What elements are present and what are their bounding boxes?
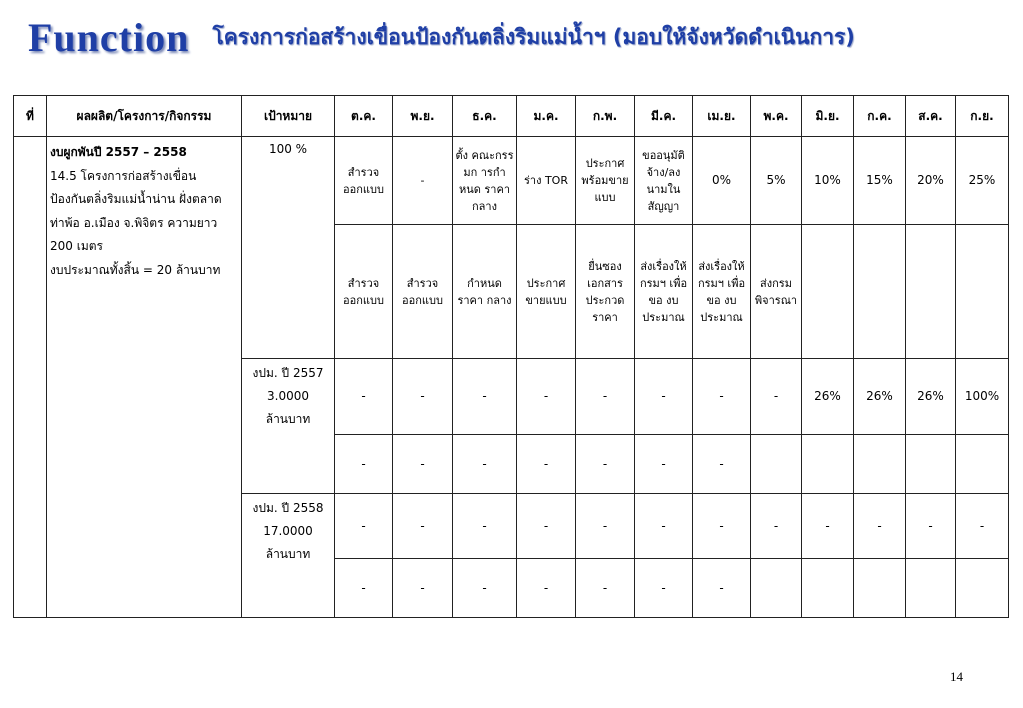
plan-cell: -	[854, 494, 906, 559]
plan-cell: -	[393, 137, 453, 225]
plan-cell: -	[576, 494, 635, 559]
budget-2558-amount: 17.0000	[263, 524, 313, 538]
actual-cell	[854, 559, 906, 618]
page-number: 14	[950, 669, 963, 684]
plan-cell: -	[453, 359, 517, 435]
plan-cell: 20%	[906, 137, 956, 225]
plan-cell: ร่าง TOR	[517, 137, 576, 225]
plan-cell: สำรวจ ออกแบบ	[335, 137, 393, 225]
header-cell: ก.ค.	[854, 96, 906, 137]
actual-cell: -	[335, 435, 393, 494]
actual-cell: สำรวจ ออกแบบ	[335, 225, 393, 359]
actual-cell	[956, 225, 1009, 359]
header-cell: ต.ค.	[335, 96, 393, 137]
budget-2558-label: งปม. ปี 2558	[252, 501, 324, 515]
plan-cell: -	[635, 359, 693, 435]
header-cell: มิ.ย.	[802, 96, 854, 137]
plan-row	[14, 137, 1009, 225]
row-number-cell	[14, 137, 47, 618]
actual-cell	[906, 435, 956, 494]
description-line: ท่าพ้อ อ.เมือง จ.พิจิตร ความยาว	[50, 215, 218, 230]
plan-cell: -	[693, 494, 751, 559]
actual-cell: -	[453, 435, 517, 494]
actual-cell	[906, 225, 956, 359]
plan-cell: -	[335, 359, 393, 435]
project-description	[47, 137, 242, 618]
actual-cell: -	[693, 435, 751, 494]
header-cell: ส.ค.	[906, 96, 956, 137]
slide-title	[28, 14, 855, 61]
actual-cell: -	[393, 435, 453, 494]
budget-2558-cell	[242, 494, 335, 618]
description-line: ป้องกันตลิ่งริมแม่น้ำน่าน ฝั่งตลาด	[50, 192, 222, 206]
actual-cell: ส่งกรม พิจารณา	[751, 225, 802, 359]
actual-cell	[854, 225, 906, 359]
plan-cell: 26%	[906, 359, 956, 435]
plan-cell: -	[751, 359, 802, 435]
plan-cell: ประกาศ พร้อมขาย แบบ	[576, 137, 635, 225]
header-cell: ก.พ.	[576, 96, 635, 137]
actual-cell: -	[576, 559, 635, 618]
plan-cell: -	[751, 494, 802, 559]
header-cell: เป้าหมาย	[242, 96, 335, 137]
plan-cell: -	[802, 494, 854, 559]
plan-cell: 26%	[802, 359, 854, 435]
plan-cell: 100%	[956, 359, 1009, 435]
plan-cell: 10%	[802, 137, 854, 225]
actual-cell: -	[635, 559, 693, 618]
title-main: Function	[28, 15, 190, 60]
budget-2557-amount: 3.0000	[267, 389, 309, 403]
plan-cell: -	[393, 359, 453, 435]
actual-cell: -	[635, 435, 693, 494]
plan-cell: -	[635, 494, 693, 559]
header-cell: ธ.ค.	[453, 96, 517, 137]
header-cell: พ.ย.	[393, 96, 453, 137]
budget-2557-unit: ล้านบาท	[265, 412, 311, 426]
header-cell: ผลผลิต/โครงการ/กิจกรรม	[47, 96, 242, 137]
actual-cell	[751, 435, 802, 494]
target-cell: 100 %	[242, 137, 335, 359]
plan-cell: 15%	[854, 137, 906, 225]
actual-cell: -	[576, 435, 635, 494]
budget-2557-label: งปม. ปี 2557	[252, 366, 324, 380]
actual-cell	[854, 435, 906, 494]
header-row	[14, 96, 1009, 137]
description-line: งบประมาณทั้งสิ้น = 20 ล้านบาท	[50, 262, 221, 277]
header-cell: เม.ย.	[693, 96, 751, 137]
actual-cell: -	[693, 559, 751, 618]
actual-cell: -	[335, 559, 393, 618]
schedule-table	[13, 95, 1009, 618]
actual-cell	[956, 559, 1009, 618]
description-line: 200 เมตร	[50, 239, 103, 253]
header-cell: ก.ย.	[956, 96, 1009, 137]
header-cell: มี.ค.	[635, 96, 693, 137]
plan-cell: -	[517, 359, 576, 435]
actual-cell	[956, 435, 1009, 494]
plan-cell: -	[517, 494, 576, 559]
actual-cell	[802, 435, 854, 494]
plan-cell: 25%	[956, 137, 1009, 225]
budget-2558-unit: ล้านบาท	[265, 547, 311, 561]
plan-cell: 0%	[693, 137, 751, 225]
description-line: 14.5 โครงการก่อสร้างเขื่อน	[50, 168, 197, 183]
header-cell: ที่	[14, 96, 47, 137]
plan-cell: -	[393, 494, 453, 559]
actual-cell	[751, 559, 802, 618]
actual-cell: กำหนดราคา กลาง	[453, 225, 517, 359]
description-heading: งบผูกพันปี 2557 – 2558	[50, 145, 187, 159]
plan-cell: -	[906, 494, 956, 559]
actual-cell: สำรวจ ออกแบบ	[393, 225, 453, 359]
actual-cell	[802, 225, 854, 359]
header-cell: ม.ค.	[517, 96, 576, 137]
actual-cell: -	[393, 559, 453, 618]
plan-cell: -	[335, 494, 393, 559]
actual-cell: ส่งเรื่องให้ กรมฯ เพื่อ ขอ งบ ประมาณ	[635, 225, 693, 359]
budget-2557-cell	[242, 359, 335, 494]
plan-cell: -	[956, 494, 1009, 559]
plan-cell: 26%	[854, 359, 906, 435]
actual-cell: ยื่นซอง เอกสาร ประกวด ราคา	[576, 225, 635, 359]
actual-cell: -	[453, 559, 517, 618]
plan-cell: 5%	[751, 137, 802, 225]
actual-cell	[906, 559, 956, 618]
actual-cell: ส่งเรื่องให้ กรมฯ เพื่อ ขอ งบ ประมาณ	[693, 225, 751, 359]
plan-cell: -	[453, 494, 517, 559]
header-cell: พ.ค.	[751, 96, 802, 137]
title-subtitle: โครงการก่อสร้างเขื่อนป้องกันตลิ่งริมแม่น้ำฯ (มอบให้จังหวัดดำเนินการ)	[212, 25, 855, 49]
actual-cell: -	[517, 559, 576, 618]
plan-cell: -	[693, 359, 751, 435]
plan-cell: -	[576, 359, 635, 435]
actual-cell: -	[517, 435, 576, 494]
plan-cell: ขออนุมัติ จ้าง/ลง นามใน สัญญา	[635, 137, 693, 225]
actual-cell: ประกาศ ขายแบบ	[517, 225, 576, 359]
actual-cell	[802, 559, 854, 618]
plan-cell: ตั้ง คณะกรรมก ารกำหนด ราคากลาง	[453, 137, 517, 225]
